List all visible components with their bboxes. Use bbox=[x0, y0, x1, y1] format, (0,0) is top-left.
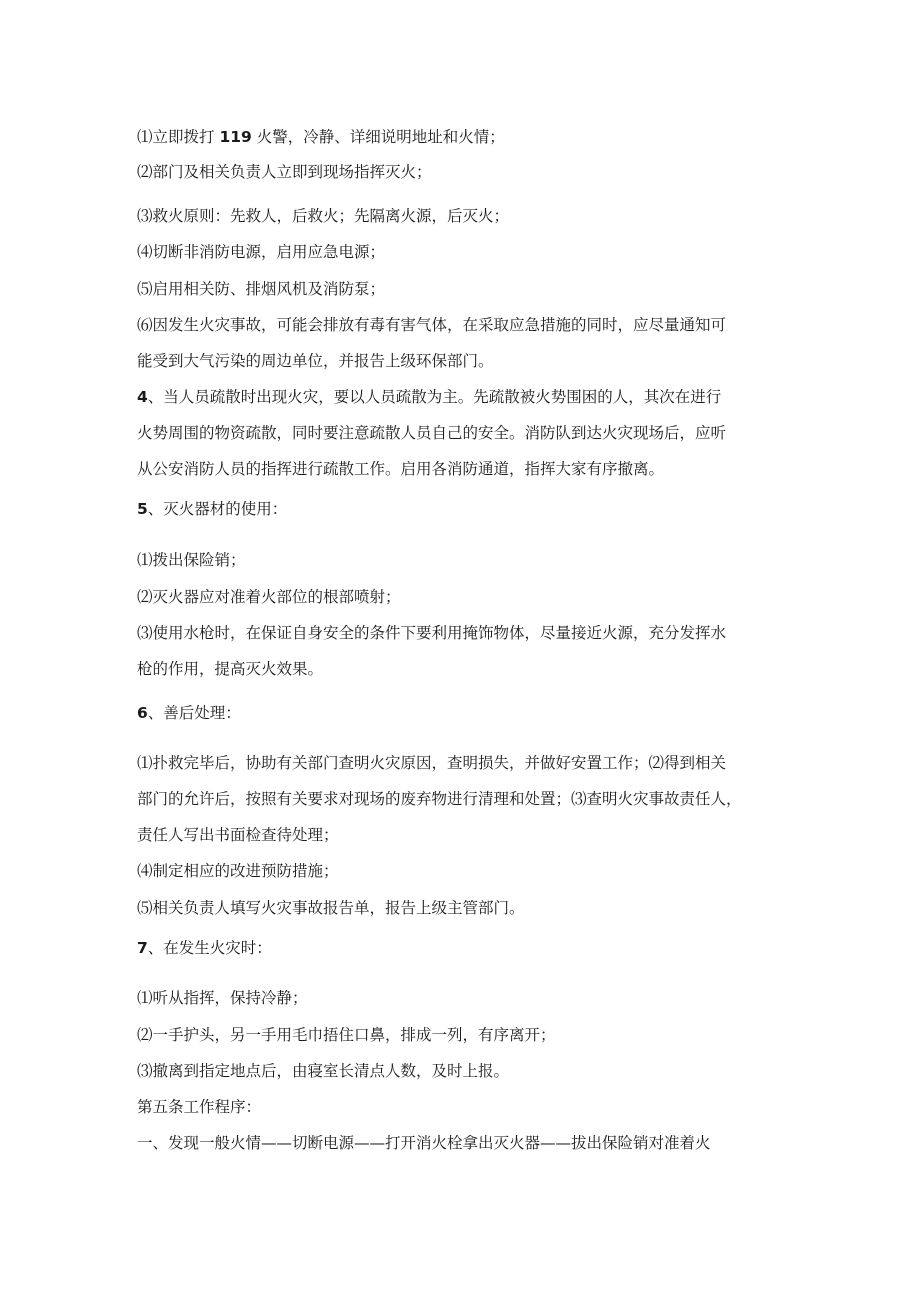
text-line: ⑹因发生火灾事故，可能会排放有毒有害气体，在采取应急措施的同时，应尽量通知可 bbox=[137, 316, 727, 334]
text-line: ⑶使用水枪时，在保证自身安全的条件下要利用掩饰物体，尽量接近火源，充分发挥水 bbox=[137, 624, 727, 642]
text-line: 枪的作用，提高灭火效果。 bbox=[137, 660, 324, 678]
section-heading bbox=[137, 385, 721, 409]
section-heading bbox=[137, 497, 287, 521]
text-line: 第五条工作程序： bbox=[137, 1098, 262, 1116]
text-line: 火势周围的物资疏散，同时要注意疏散人员自己的安全。消防队到达火灾现场后，应听 bbox=[137, 424, 727, 442]
text-line: ⑵部门及相关负责人立即到现场指挥灭火； bbox=[137, 163, 432, 181]
section-number: 6 bbox=[137, 704, 148, 722]
section-number: 7 bbox=[137, 939, 148, 957]
text-line: ⑶撤离到指定地点后，由寝室长清点人数，及时上报。 bbox=[137, 1062, 510, 1080]
text-line: 从公安消防人员的指挥进行疏散工作。启用各消防通道，指挥大家有序撤离。 bbox=[137, 460, 665, 478]
section-number: 4 bbox=[137, 388, 148, 406]
section-heading bbox=[137, 701, 241, 725]
text-line: ⑸启用相关防、排烟风机及消防泵； bbox=[137, 280, 386, 298]
text-line: 一、发现一般火情——切断电源——打开消火栓拿出灭火器——拔出保险销对准着火 bbox=[137, 1134, 711, 1152]
text-line: ⑷切断非消防电源，启用应急电源； bbox=[137, 243, 386, 261]
text-fragment: 火警，冷静、详细说明地址和火情； bbox=[256, 128, 505, 146]
text-line: ⑴扑救完毕后，协助有关部门查明火灾原因，查明损失，并做好安置工作；⑵得到相关 bbox=[137, 754, 727, 772]
text-fragment: 、当人员疏散时出现火灾，要以人员疏散为主。先疏散被火势围困的人，其次在进行 bbox=[147, 388, 722, 406]
text-line: ⑷制定相应的改进预防措施； bbox=[137, 862, 339, 880]
text-line: ⑵一手护头，另一手用毛巾捂住口鼻，排成一列，有序离开； bbox=[137, 1026, 556, 1044]
text-line: 责任人写出书面检查待处理； bbox=[137, 826, 339, 844]
section-heading bbox=[137, 936, 272, 960]
text-line: ⑴听从指挥，保持冷静； bbox=[137, 989, 308, 1007]
text-line: 部门的允许后，按照有关要求对现场的废弃物进行清理和处置；⑶查明火灾事故责任人， bbox=[137, 790, 742, 808]
text-line: ⑵灭火器应对准着火部位的根部喷射； bbox=[137, 588, 401, 606]
text-line bbox=[137, 125, 505, 149]
text-line: 能受到大气污染的周边单位，并报告上级环保部门。 bbox=[137, 352, 494, 370]
text-line: ⑴拨出保险销； bbox=[137, 551, 246, 569]
text-fragment: 、灭火器材的使用： bbox=[147, 500, 288, 518]
phone-number: 119 bbox=[219, 128, 252, 146]
text-fragment: 、在发生火灾时： bbox=[147, 939, 272, 957]
text-fragment: 、善后处理： bbox=[147, 704, 241, 722]
text-line: ⑶救火原则：先救人，后救火；先隔离火源，后灭火； bbox=[137, 207, 510, 225]
text-fragment: ⑴立即拨打 bbox=[137, 128, 215, 146]
text-line: ⑸相关负责人填写火灾事故报告单，报告上级主管部门。 bbox=[137, 899, 525, 917]
section-number: 5 bbox=[137, 500, 148, 518]
